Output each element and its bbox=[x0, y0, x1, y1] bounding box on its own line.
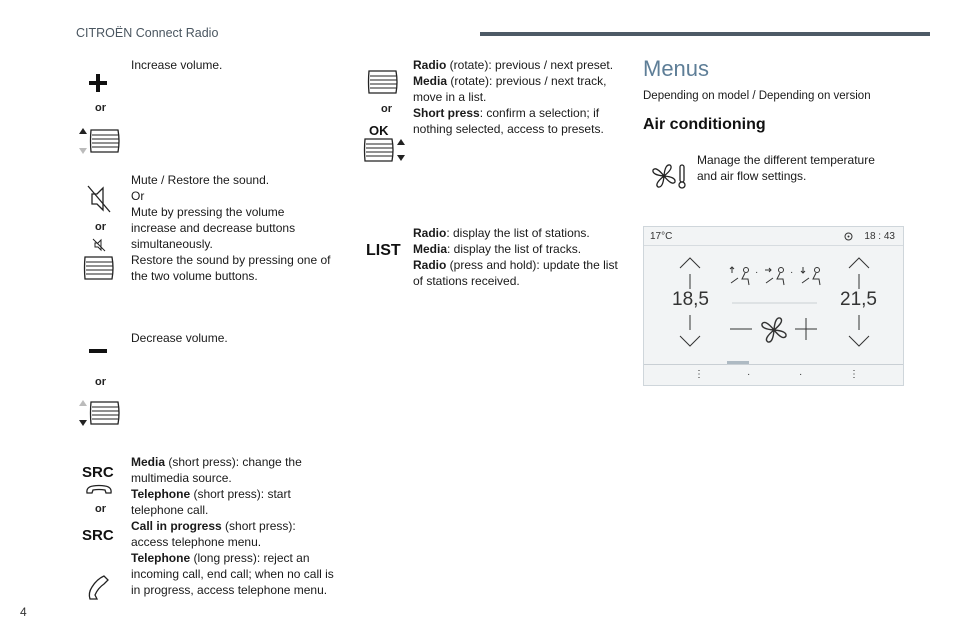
rotate-item-short-press: Short press: confirm a selection; if nothing selected, access to presets. bbox=[413, 106, 604, 136]
ac-panel bbox=[643, 226, 904, 386]
more-options-right[interactable]: ⋮ bbox=[849, 369, 859, 380]
fan-decrease-button[interactable] bbox=[730, 327, 752, 331]
panel-divider-bottom bbox=[644, 364, 903, 365]
right-temp-upper-bar bbox=[857, 274, 861, 289]
volume-wheel-up-icon bbox=[78, 126, 123, 156]
src-item-call-in-progress: Call in progress (short press): access telephone menu. bbox=[131, 519, 296, 549]
mute-speaker-icon bbox=[86, 184, 112, 214]
decrease-volume-text: Decrease volume. bbox=[131, 331, 228, 345]
right-temp-down-button[interactable] bbox=[848, 335, 870, 347]
volume-wheel-down-icon bbox=[78, 398, 123, 428]
airflow-upper-icon[interactable] bbox=[728, 265, 754, 287]
right-temperature: 21,5 bbox=[840, 289, 877, 310]
panel-divider-mid bbox=[732, 302, 817, 304]
or-label: or bbox=[95, 376, 106, 388]
list-text bbox=[413, 225, 618, 289]
left-temp-upper-bar bbox=[688, 274, 692, 289]
src-label: SRC bbox=[82, 527, 114, 544]
list-label: LIST bbox=[366, 242, 401, 259]
more-options-left[interactable]: ⋮ bbox=[694, 369, 704, 380]
src-item-media-short: Media (short press): change the multimedia source. bbox=[131, 455, 302, 485]
airflow-middle-icon[interactable] bbox=[763, 265, 789, 287]
phone-handset-icon bbox=[86, 573, 112, 603]
rotate-item-media: Media (rotate): previous / next track, move in a list. bbox=[413, 74, 607, 104]
panel-divider-top bbox=[644, 245, 903, 246]
mute-text: Mute / Restore the sound. Or Mute by pressing the volume increase and decrease buttons simultaneously. Restore the sound by pressing one of the two volume buttons. bbox=[131, 173, 331, 283]
fan-thermometer-icon bbox=[650, 162, 688, 190]
left-temp-lower-bar bbox=[688, 315, 692, 330]
ok-label: OK bbox=[369, 123, 389, 138]
src-label: SRC bbox=[82, 464, 114, 481]
minus-icon bbox=[88, 347, 108, 355]
volume-wheel-icon bbox=[82, 254, 116, 282]
left-temp-up-button[interactable] bbox=[679, 257, 701, 269]
bottom-dot: · bbox=[799, 369, 803, 380]
clock-readout: 18 : 43 bbox=[864, 231, 895, 242]
src-item-telephone-short: Telephone (short press): start telephone call. bbox=[131, 487, 291, 517]
air-conditioning-title: Air conditioning bbox=[643, 116, 766, 133]
left-temperature: 18,5 bbox=[672, 289, 709, 310]
right-temp-up-button[interactable] bbox=[848, 257, 870, 269]
page-number: 4 bbox=[20, 605, 27, 619]
menus-title: Menus bbox=[643, 56, 710, 81]
outside-temperature: 17°C bbox=[650, 231, 673, 242]
or-label: or bbox=[95, 102, 106, 114]
increase-volume-text: Increase volume. bbox=[131, 58, 223, 72]
rotary-wheel-icon bbox=[366, 68, 400, 96]
rotary-wheel-arrows-icon bbox=[362, 136, 406, 164]
phone-icon bbox=[84, 482, 114, 496]
airflow-lower-icon[interactable] bbox=[799, 265, 825, 287]
header-bar bbox=[480, 32, 930, 36]
header-title: CITROËN Connect Radio bbox=[76, 26, 219, 40]
fan-icon bbox=[759, 315, 789, 345]
src-text bbox=[131, 454, 336, 598]
list-item-media: Media: display the list of tracks. bbox=[413, 242, 582, 256]
mute-small-icon bbox=[92, 238, 106, 252]
src-item-telephone-long: Telephone (long press): reject an incoming call, end call; when no call is in progress, access telephone menu. bbox=[131, 551, 334, 597]
list-item-radio-hold: Radio (press and hold): update the list of stations received. bbox=[413, 258, 618, 288]
left-temp-down-button[interactable] bbox=[679, 335, 701, 347]
list-item-radio: Radio: display the list of stations. bbox=[413, 226, 590, 240]
airflow-dot: · bbox=[755, 267, 759, 278]
right-temp-lower-bar bbox=[857, 315, 861, 330]
or-label: or bbox=[95, 503, 106, 515]
airflow-dot: · bbox=[790, 267, 794, 278]
fan-increase-button[interactable] bbox=[795, 318, 817, 340]
rotate-text bbox=[413, 57, 618, 137]
air-conditioning-desc: Manage the different temperature and air flow settings. bbox=[697, 153, 875, 183]
clock-gear-icon bbox=[844, 232, 853, 241]
or-label: or bbox=[381, 103, 392, 115]
rotate-item-radio: Radio (rotate): previous / next preset. bbox=[413, 58, 614, 72]
or-label: or bbox=[95, 221, 106, 233]
bottom-dot: · bbox=[747, 369, 751, 380]
plus-icon bbox=[88, 73, 108, 93]
menus-subtitle: Depending on model / Depending on version bbox=[643, 90, 871, 102]
